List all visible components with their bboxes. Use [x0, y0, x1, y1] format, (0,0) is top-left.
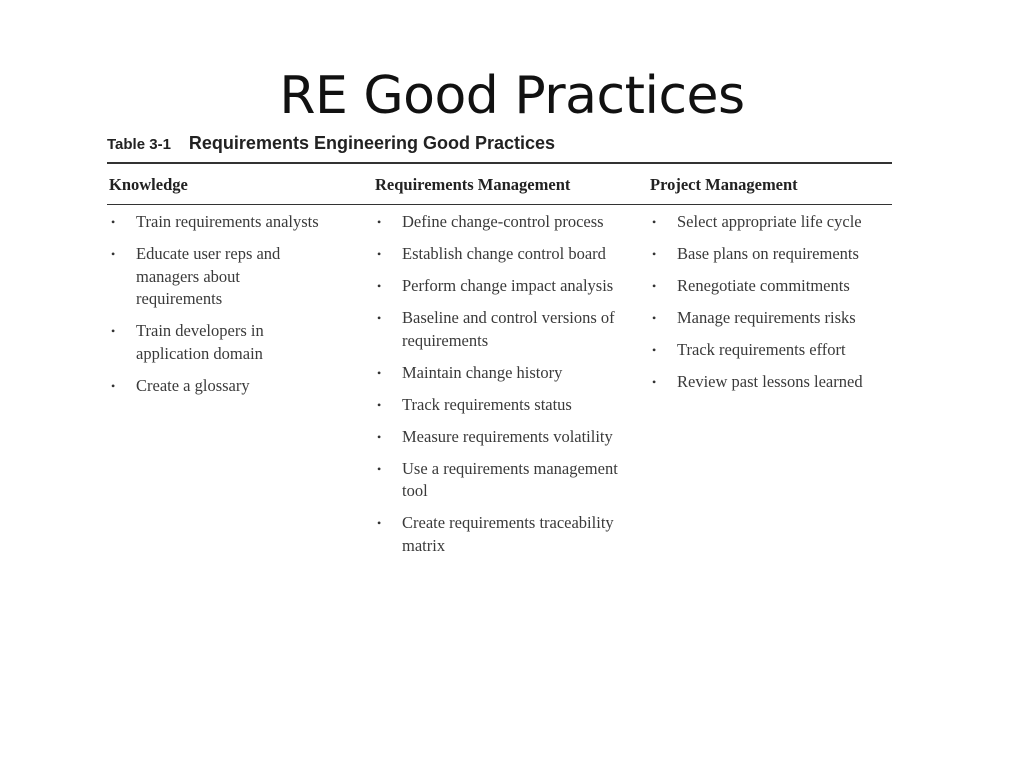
list-item-text: Establish change control board [402, 244, 606, 263]
list-item [375, 275, 623, 298]
bullet-icon: • [652, 247, 657, 261]
list-item-text: Track requirements status [402, 394, 572, 414]
list-item-text: Baseline and control versions of requirements [402, 308, 615, 350]
list-item-text: Review past lessons learned [677, 372, 863, 391]
bullet-icon: • [377, 365, 382, 380]
bullet-icon: • [377, 429, 382, 444]
bullet-icon: • [652, 279, 657, 293]
list-item [375, 243, 623, 266]
bullet-icon: • [377, 311, 382, 325]
column-header-project-management: Project Management [650, 175, 798, 194]
list-item-text: Base plans on requirements [677, 244, 859, 263]
table-top-rule [107, 162, 892, 164]
list-item [375, 426, 623, 449]
bullet-icon: • [111, 378, 116, 393]
list-item [375, 512, 623, 557]
list-item-text: Train developers in application domain [136, 321, 264, 363]
list-item-text: Define change-control process [402, 212, 604, 231]
column-project-management-list [650, 211, 864, 403]
bullet-icon: • [377, 279, 382, 293]
list-item [650, 339, 864, 362]
table-number: Table 3-1 [107, 136, 171, 153]
table-header-rule [107, 204, 892, 205]
list-item-text: Train requirements analysts [136, 212, 319, 231]
list-item [109, 243, 319, 311]
list-item-text: Educate user reps and managers about requirements [136, 244, 281, 308]
bullet-icon: • [377, 461, 382, 476]
list-item [109, 320, 319, 365]
list-item [375, 307, 623, 352]
list-item [109, 211, 319, 234]
list-item [650, 275, 864, 298]
column-knowledge-list [109, 211, 319, 407]
bullet-icon: • [652, 311, 657, 325]
bullet-icon: • [652, 215, 657, 229]
list-item [109, 375, 319, 398]
bullet-icon: • [652, 375, 657, 389]
list-item-text: Perform change impact analysis [402, 276, 614, 295]
list-item-text: Use a requirements management tool [402, 458, 618, 500]
bullet-icon: • [377, 247, 382, 261]
list-item [375, 211, 623, 234]
list-item-text: Manage requirements risks [677, 308, 856, 327]
table-title: Requirements Engineering Good Practices [188, 133, 556, 153]
bullet-icon: • [652, 343, 657, 357]
list-item-text: Create requirements traceability matrix [402, 513, 614, 555]
list-item-text: Create a glossary [136, 375, 250, 395]
table-caption [107, 133, 555, 154]
bullet-icon: • [111, 324, 116, 338]
bullet-icon: • [377, 397, 382, 412]
list-item-text: Select appropriate life cycle [677, 212, 862, 231]
list-item [375, 394, 623, 417]
list-item [650, 371, 864, 394]
column-requirements-management-list [375, 211, 623, 567]
column-header-knowledge: Knowledge [109, 175, 188, 194]
list-item-text: Maintain change history [402, 362, 563, 382]
list-item [650, 211, 864, 234]
column-header-requirements-management: Requirements Management [375, 175, 571, 194]
bullet-icon: • [377, 215, 382, 229]
bullet-icon: • [377, 516, 382, 530]
list-item-text: Renegotiate commitments [677, 276, 850, 295]
bullet-icon: • [111, 215, 116, 229]
list-item-text: Measure requirements volatility [402, 426, 613, 446]
list-item [650, 243, 864, 266]
list-item [375, 458, 623, 503]
bullet-icon: • [111, 247, 116, 261]
list-item-text: Track requirements effort [677, 340, 846, 359]
slide-title: RE Good Practices [279, 66, 745, 126]
list-item [650, 307, 864, 330]
list-item [375, 362, 623, 385]
